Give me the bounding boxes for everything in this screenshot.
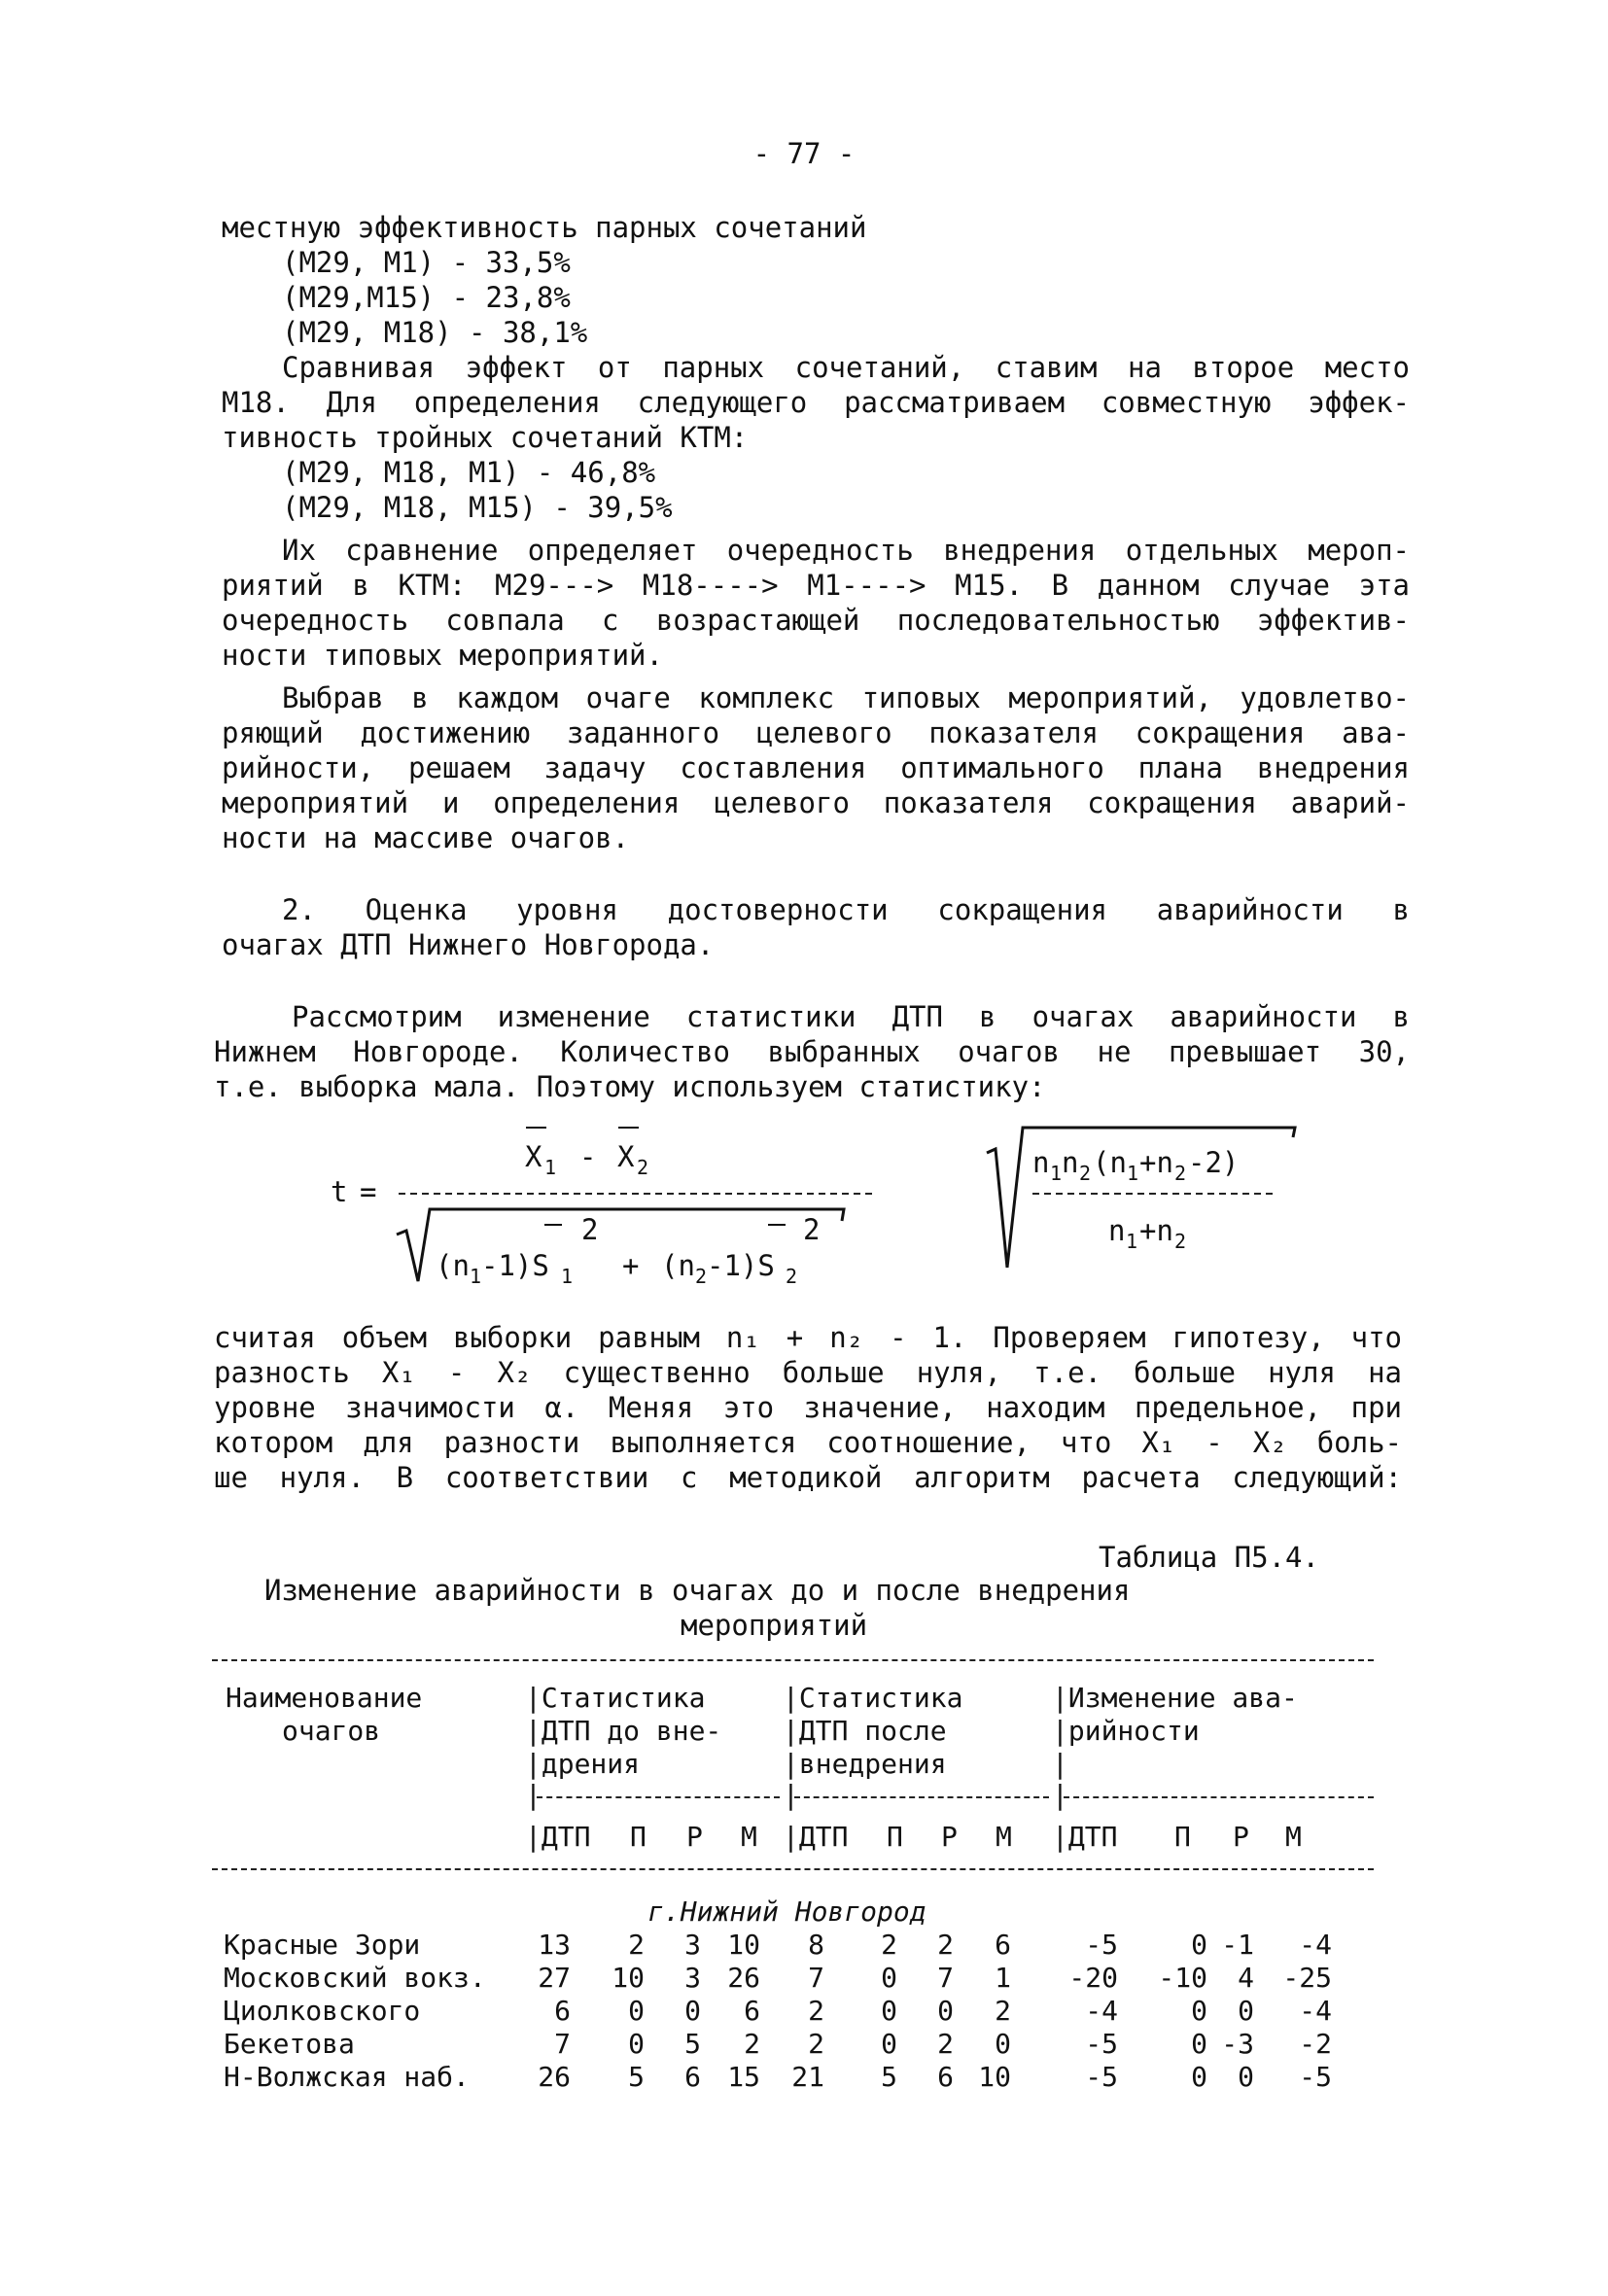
table-title: Изменение аварийности в очагах до и после внедрения [264, 1574, 1131, 1607]
table-cell: 2 [744, 2028, 760, 2060]
table-cell: 26 [538, 2061, 571, 2093]
table-cell: 2 [937, 2028, 954, 2060]
pair-combination: (М29, М1) - 33,5% [282, 246, 571, 279]
formula-rden-n1-sub: 1 [1126, 1230, 1138, 1253]
row-name: Бекетова [224, 2028, 355, 2060]
row-name: Красные Зори [224, 1929, 421, 1961]
table-cell: 2 [808, 1995, 824, 2027]
choice-paragraph-line: ряющий достижению заданного целевого показателя сокращения ава- [222, 716, 1410, 749]
table-cell: 0 [995, 2028, 1011, 2060]
stats-paragraph-line: Нижнем Новгороде. Количество выбранных очагов не превышает 30, [214, 1035, 1410, 1068]
table-cell: 15 [727, 2061, 760, 2093]
table-cell: 2 [628, 1929, 645, 1961]
table-cell: 13 [538, 1929, 571, 1961]
formula-rnum-n1-sub: 1 [1050, 1162, 1063, 1185]
subheader-m: М [996, 1821, 1012, 1853]
formula-rnum-n1b-sub: 1 [1127, 1162, 1139, 1185]
triple-combination: (М29, М18, М1) - 46,8% [282, 456, 656, 489]
header-divider [1064, 1796, 1374, 1798]
formula-x1-sub: 1 [544, 1156, 557, 1179]
formula-den-n1: (n [436, 1249, 470, 1282]
section-heading: очагах ДТП Нижнего Новгорода. [222, 928, 715, 961]
table-cell: 5 [628, 2061, 645, 2093]
table-cell: 2 [995, 1995, 1011, 2027]
col-name-header: Наименование [226, 1682, 423, 1714]
formula-rnum-n2-sub: 2 [1079, 1162, 1092, 1185]
table-cell: -5 [1085, 2028, 1118, 2060]
table-label: Таблица П5.4. [1099, 1541, 1319, 1574]
table-cell: 0 [1238, 2061, 1254, 2093]
table-cell: 10 [978, 2061, 1011, 2093]
header-divider-pipe: | [783, 1779, 799, 1811]
formula-rnum-n2: n [1062, 1146, 1079, 1179]
formula-den-s2: -1)S [707, 1249, 775, 1282]
table-cell: -5 [1299, 2061, 1332, 2093]
table-cell: -4 [1299, 1995, 1332, 2027]
subheader-p: П [630, 1821, 647, 1853]
table-cell: 0 [881, 1962, 897, 1994]
hypothesis-line: котором для разности выполняется соотношение, что X₁ - X₂ боль- [214, 1426, 1402, 1459]
pair-combination: (М29, М18) - 38,1% [282, 316, 588, 349]
formula-rnum-paren: (n [1093, 1146, 1127, 1179]
hypothesis-line: разность X₁ - X₂ существенно больше нуля, т.е. больше нуля на [214, 1356, 1402, 1389]
subheader-r: Р [1233, 1821, 1249, 1853]
order-paragraph-line: риятий в КТМ: М29---> М18----> М1----> М15. В данном случае эта [222, 569, 1410, 602]
row-name: Циолковского [224, 1995, 421, 2027]
table-cell: 6 [554, 1995, 571, 2027]
group-header-before: |дрения [525, 1748, 641, 1780]
formula-den-s1: -1)S [481, 1249, 549, 1282]
table-cell: 8 [808, 1929, 824, 1961]
header-divider-pipe: | [525, 1779, 542, 1811]
table-cell: -10 [1158, 1962, 1207, 1994]
table-cell: 0 [628, 1995, 645, 2027]
group-header-change: | [1052, 1748, 1068, 1780]
order-paragraph-line: очередность совпала с возрастающей последовательностью эффектив- [222, 604, 1410, 637]
table-cell: 0 [881, 1995, 897, 2027]
table-cell: 2 [881, 1929, 897, 1961]
formula-rnum-n2b-sub: 2 [1174, 1162, 1187, 1185]
formula-plus: + [622, 1249, 640, 1282]
table-cell: 3 [684, 1962, 701, 1994]
formula-rden-plus-n2: +n [1139, 1214, 1173, 1247]
choice-paragraph-line: мероприятий и определения целевого показателя сокращения аварий- [222, 786, 1410, 819]
choice-paragraph-line: ности на массиве очагов. [222, 821, 630, 854]
table-cell: 0 [628, 2028, 645, 2060]
intro-line: местную эффективность парных сочетаний [222, 211, 867, 244]
formula-den-n2: (n [661, 1249, 695, 1282]
group-header-change: |рийности [1052, 1715, 1200, 1747]
subheader-m: М [741, 1821, 757, 1853]
formula-s1-square: 2 [581, 1213, 599, 1246]
order-paragraph-line: Их сравнение определяет очередность внедрения отдельных мероп- [282, 534, 1410, 567]
table-cell: 10 [612, 1962, 645, 1994]
formula-x2-sub: 2 [637, 1156, 649, 1179]
table-cell: 2 [937, 1929, 954, 1961]
table-cell: 0 [684, 1995, 701, 2027]
table-cell: 6 [995, 1929, 1011, 1961]
stats-paragraph-line: Рассмотрим изменение статистики ДТП в очагах аварийности в [292, 1000, 1410, 1033]
table-cell: 6 [744, 1995, 760, 2027]
hypothesis-line: ше нуля. В соответствии с методикой алгоритм расчета следующий: [214, 1461, 1402, 1494]
formula-rnum-minus2: -2) [1188, 1146, 1240, 1179]
pair-combination: (М29,М15) - 23,8% [282, 281, 571, 314]
comparison-line: М18. Для определения следующего рассматриваем совместную эффек- [222, 386, 1410, 419]
choice-paragraph-line: Выбрав в каждом очаге комплекс типовых мероприятий, удовлетво- [282, 681, 1410, 714]
table-cell: 27 [538, 1962, 571, 1994]
group-header-after: |внедрения [783, 1748, 947, 1780]
formula-s1-sub: 1 [561, 1265, 574, 1288]
page-number: - 77 - [752, 137, 856, 170]
table-cell: 6 [937, 2061, 954, 2093]
table-cell: 0 [1191, 2028, 1207, 2060]
table-cell: 5 [684, 2028, 701, 2060]
formula-rden-n1: n [1108, 1214, 1126, 1247]
table-cell: -5 [1085, 1929, 1118, 1961]
table-cell: -4 [1085, 1995, 1118, 2027]
formula-t: t [331, 1175, 348, 1208]
table-cell: -3 [1221, 2028, 1254, 2060]
table-cell: 0 [1191, 2061, 1207, 2093]
table-cell: -5 [1085, 2061, 1118, 2093]
table-cell: 0 [1238, 1995, 1254, 2027]
table-cell: 0 [1191, 1995, 1207, 2027]
formula-minus: - [579, 1140, 597, 1173]
group-header-before: |Статистика [525, 1682, 706, 1714]
row-name: Н-Волжская наб. [224, 2061, 470, 2093]
table-cell: 5 [881, 2061, 897, 2093]
comparison-line: Сравнивая эффект от парных сочетаний, ставим на второе место [282, 351, 1410, 384]
formula-x1: X [525, 1140, 542, 1173]
subheader-dtp: |ДТП [525, 1821, 591, 1853]
table-cell: -25 [1282, 1962, 1332, 1994]
col-name-header: очагов [282, 1715, 381, 1747]
group-header-before: |ДТП до вне- [525, 1715, 722, 1747]
subheader-m: М [1285, 1821, 1302, 1853]
choice-paragraph-line: рийности, решаем задачу составления оптимального плана внедрения [222, 751, 1410, 784]
formula-den-n2-sub: 2 [695, 1265, 708, 1288]
subheader-r: Р [686, 1821, 703, 1853]
formula-den-n1-sub: 1 [470, 1265, 482, 1288]
city-label: г.Нижний Новгород [647, 1896, 926, 1928]
header-divider [794, 1796, 1049, 1798]
triple-combination: (М29, М18, М15) - 39,5% [282, 491, 673, 524]
table-cell: 0 [937, 1995, 954, 2027]
table-cell: 21 [791, 2061, 824, 2093]
table-cell: 4 [1238, 1962, 1254, 1994]
table-cell: 3 [684, 1929, 701, 1961]
table-cell: -20 [1068, 1962, 1118, 1994]
subheader-p: П [887, 1821, 903, 1853]
table-cell: 2 [808, 2028, 824, 2060]
formula-rden-n2-sub: 2 [1174, 1230, 1187, 1253]
hypothesis-line: считая объем выборки равным n₁ + n₂ - 1. Проверяем гипотезу, что [214, 1321, 1402, 1354]
formula-equals: = [360, 1175, 377, 1208]
table-cell: 0 [1191, 1929, 1207, 1961]
table-cell: 6 [684, 2061, 701, 2093]
order-paragraph-line: ности типовых мероприятий. [222, 639, 663, 672]
header-divider-pipe: | [1052, 1779, 1068, 1811]
formula-rnum-n1: n [1032, 1146, 1050, 1179]
table-cell: -1 [1221, 1929, 1254, 1961]
formula-x2: X [617, 1140, 635, 1173]
formula-s2-sub: 2 [786, 1265, 798, 1288]
group-header-after: |ДТП после [783, 1715, 947, 1747]
subheader-dtp: |ДТП [1052, 1821, 1118, 1853]
section-heading: 2. Оценка уровня достоверности сокращения аварийности в [282, 893, 1410, 926]
table-cell: 7 [808, 1962, 824, 1994]
table-cell: 26 [727, 1962, 760, 1994]
formula-rnum-plus-n: +n [1139, 1146, 1173, 1179]
group-header-after: |Статистика [783, 1682, 963, 1714]
table-cell: 1 [995, 1962, 1011, 1994]
hypothesis-line: уровне значимости α. Меняя это значение, находим предельное, при [214, 1391, 1402, 1424]
subheader-r: Р [941, 1821, 958, 1853]
subheader-dtp: |ДТП [783, 1821, 849, 1853]
subheader-p: П [1174, 1821, 1191, 1853]
table-top-rule [212, 1659, 1374, 1661]
table-header-rule [212, 1868, 1374, 1870]
table-cell: 10 [727, 1929, 760, 1961]
table-cell: 0 [881, 2028, 897, 2060]
formula-s2-square: 2 [803, 1213, 821, 1246]
header-divider [537, 1796, 780, 1798]
stats-paragraph-line: т.е. выборка мала. Поэтому используем статистику: [214, 1070, 1046, 1103]
table-title: мероприятий [681, 1609, 868, 1642]
table-cell: -4 [1299, 1929, 1332, 1961]
comparison-line: тивность тройных сочетаний КТМ: [222, 421, 749, 454]
group-header-change: |Изменение ава- [1052, 1682, 1298, 1714]
table-cell: -2 [1299, 2028, 1332, 2060]
table-cell: 7 [554, 2028, 571, 2060]
row-name: Московский вокз. [224, 1962, 486, 1994]
table-cell: 7 [937, 1962, 954, 1994]
